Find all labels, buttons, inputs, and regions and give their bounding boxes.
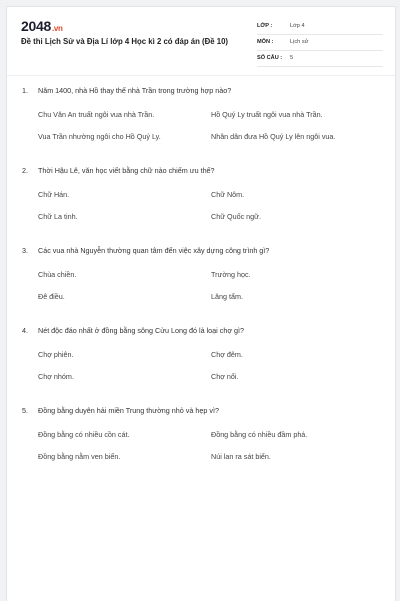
- question-number: 2.: [22, 166, 28, 175]
- option-d[interactable]: Nhân dân đưa Hồ Quý Ly lên ngôi vua.: [211, 132, 336, 141]
- option-a[interactable]: Chợ phiên.: [38, 350, 74, 359]
- option-grid: [21, 422, 383, 474]
- meta-row-class: [257, 19, 383, 35]
- page-title: Đề thi Lịch Sử và Địa Lí lớp 4 Học kì 2 có đáp án (Đề 10): [21, 37, 229, 46]
- option-b[interactable]: Trường học.: [211, 270, 251, 279]
- option-a[interactable]: Chu Văn An truất ngôi vua nhà Trần.: [38, 110, 155, 119]
- logo-text: 2048: [21, 18, 51, 34]
- option-grid: [21, 342, 383, 394]
- option-grid: [21, 102, 383, 154]
- question-number: 4.: [22, 326, 28, 335]
- option-d[interactable]: Núi lan ra sát biển.: [211, 452, 271, 461]
- question-header: [21, 406, 383, 422]
- option-a[interactable]: Chùa chiền.: [38, 270, 77, 279]
- meta-value: 5: [290, 55, 294, 61]
- option-b[interactable]: Hồ Quý Ly truất ngôi vua nhà Trần.: [211, 110, 323, 119]
- exam-sheet: [6, 6, 396, 601]
- header: [7, 7, 395, 69]
- question-5: [21, 406, 383, 474]
- option-c[interactable]: Chữ La tinh.: [38, 212, 78, 221]
- question-2: [21, 166, 383, 234]
- option-a[interactable]: Chữ Hán.: [38, 190, 70, 199]
- meta-key: LỚP :: [257, 23, 273, 29]
- option-grid: [21, 262, 383, 314]
- question-header: [21, 166, 383, 182]
- option-b[interactable]: Chữ Nôm.: [211, 190, 245, 199]
- question-list: [21, 86, 383, 486]
- question-text: Nét độc đáo nhất ở đồng bằng sông Cửu Long đó là loại chợ gì?: [38, 326, 245, 335]
- meta-key: SỐ CÂU :: [257, 55, 283, 61]
- logo-suffix: .vn: [51, 24, 63, 33]
- option-c[interactable]: Chợ nhóm.: [38, 372, 74, 381]
- question-header: [21, 86, 383, 102]
- meta-row-subject: [257, 35, 383, 51]
- question-number: 5.: [22, 406, 28, 415]
- meta-value: Lớp 4: [290, 23, 305, 29]
- option-grid: [21, 182, 383, 234]
- option-a[interactable]: Đồng bằng có nhiều cồn cát.: [38, 430, 130, 439]
- question-1: [21, 86, 383, 154]
- question-text: Thời Hậu Lê, văn học viết bằng chữ nào chiếm ưu thế?: [38, 166, 215, 175]
- option-c[interactable]: Vua Trần nhường ngôi cho Hồ Quý Ly.: [38, 132, 161, 141]
- question-3: [21, 246, 383, 314]
- question-text: Năm 1400, nhà Hồ thay thế nhà Trần trong trường hợp nào?: [38, 86, 232, 95]
- question-header: [21, 326, 383, 342]
- question-4: [21, 326, 383, 394]
- question-header: [21, 246, 383, 262]
- option-b[interactable]: Đồng bằng có nhiều đầm phá.: [211, 430, 308, 439]
- question-number: 1.: [22, 86, 28, 95]
- option-c[interactable]: Đê điều.: [38, 292, 65, 301]
- question-text: Đồng bằng duyên hải miền Trung thường nhỏ và hẹp vì?: [38, 406, 219, 415]
- option-b[interactable]: Chợ đêm.: [211, 350, 243, 359]
- meta-key: MÔN :: [257, 39, 274, 45]
- meta-value: Lịch sử: [290, 39, 309, 45]
- site-logo[interactable]: [21, 18, 63, 34]
- option-d[interactable]: Lăng tẩm.: [211, 292, 243, 301]
- meta-row-count: [257, 51, 383, 67]
- header-divider: [7, 75, 395, 76]
- option-d[interactable]: Chợ nổi.: [211, 372, 239, 381]
- option-d[interactable]: Chữ Quốc ngữ.: [211, 212, 261, 221]
- option-c[interactable]: Đồng bằng nằm ven biển.: [38, 452, 121, 461]
- meta-table: [257, 19, 383, 67]
- question-number: 3.: [22, 246, 28, 255]
- question-text: Các vua nhà Nguyễn thường quan tâm đến việc xây dựng công trình gì?: [38, 246, 270, 255]
